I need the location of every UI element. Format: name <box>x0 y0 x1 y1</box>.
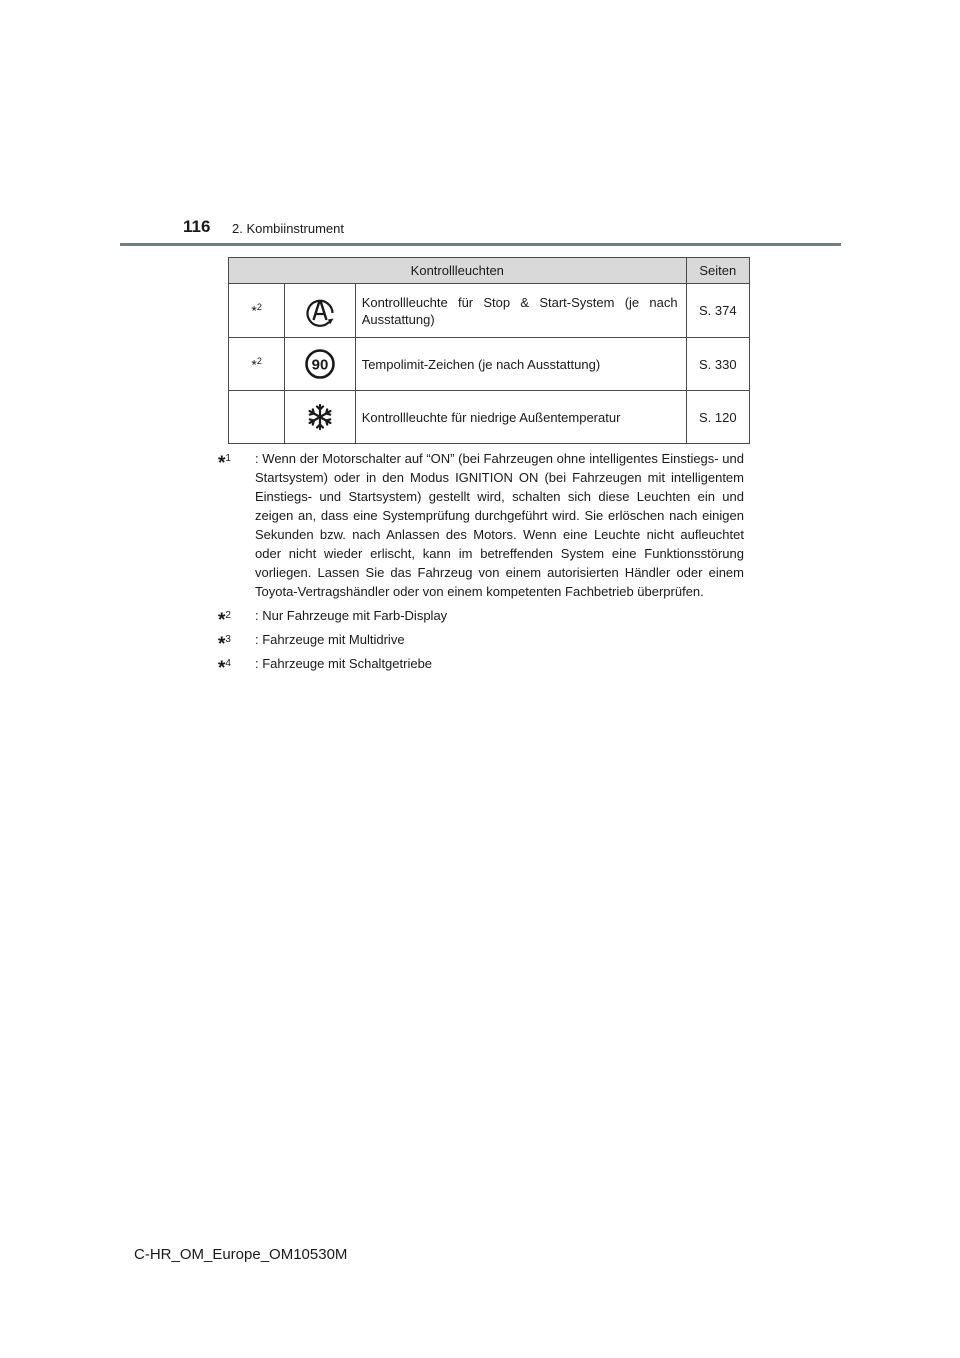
row-description: Kontrollleuchte für niedrige Außentemperatur <box>355 391 686 444</box>
header-rule <box>120 243 841 246</box>
footnote-1 <box>218 449 744 601</box>
snowflake-icon <box>285 391 355 444</box>
footnote-number: 2 <box>256 355 262 366</box>
column-header-pages: Seiten <box>686 258 749 284</box>
speed-limit-90-icon <box>285 338 355 391</box>
page-number: 116 <box>183 217 211 236</box>
table-row <box>229 338 750 391</box>
footnote-text: : Fahrzeuge mit Schaltgetriebe <box>255 656 433 671</box>
footnote-2 <box>218 606 744 632</box>
footnote-number: 2 <box>256 302 262 313</box>
section-title: 2. Kombiinstrument <box>232 221 344 236</box>
table-row <box>229 284 750 338</box>
footnote-ref <box>218 630 255 656</box>
footnote-text: : Wenn der Motorschalter auf “ON” (bei Fahrzeugen ohne intelligentes Einstiegs- und Startsystem) oder in den Modus IGNITION ON (bei Fahrzeugen mit intelligentem Einstiegs- und Startsystem) gestellt wird, schalten sich diese Leuchten ein und zeigen an, dass eine Systemprüfung durchgeführt wird. Sie erlöschen nach einigen Sekunden bzw. nach Anlassen des Motors. Wenn eine Leuchte nicht aufleuchtet oder nicht wieder erlischt, kann im betreffenden System eine Funktionsstörung vorliegen. Lassen Sie das Fahrzeug von einem autorisierten Händler oder einem Toyota-Vertragshändler oder von einem kompetenten Fachbetrieb überprüfen. <box>255 451 744 599</box>
row-description: Kontrollleuchte für Stop & Start-System (je nach Ausstattung) <box>355 284 686 338</box>
footnote-number: 1 <box>225 453 231 464</box>
footnote-star: * <box>218 610 226 632</box>
warning-lights-table <box>228 257 750 444</box>
footnote-star: * <box>218 453 226 475</box>
footnote-text: : Nur Fahrzeuge mit Farb-Display <box>255 608 448 623</box>
table-row <box>229 391 750 444</box>
footnote-number: 2 <box>225 610 231 621</box>
footnote-ref <box>218 654 255 680</box>
footnote-mark <box>229 338 285 391</box>
page-reference[interactable]: S. 120 <box>686 391 749 444</box>
footnote-text: : Fahrzeuge mit Multidrive <box>255 632 405 647</box>
footnote-star: * <box>218 634 226 656</box>
footnote-star: * <box>251 356 257 373</box>
footnote-number: 4 <box>225 658 231 669</box>
stop-start-a-icon <box>285 284 355 338</box>
footnote-number: 3 <box>225 634 231 645</box>
footnote-ref <box>218 606 255 632</box>
document-id: C-HR_OM_Europe_OM10530M <box>134 1246 348 1263</box>
footnote-star: * <box>218 658 226 680</box>
table-header-row <box>229 258 750 284</box>
page-reference[interactable]: S. 330 <box>686 338 749 391</box>
footnote-4 <box>218 654 744 680</box>
footnotes <box>218 449 744 678</box>
column-header-lights: Kontrollleuchten <box>229 258 687 284</box>
speed-limit-value: 90 <box>311 356 329 374</box>
page-reference[interactable]: S. 374 <box>686 284 749 338</box>
footnote-ref <box>218 449 255 475</box>
footnote-3 <box>218 630 744 656</box>
footnote-mark <box>229 391 285 444</box>
footnote-star: * <box>251 302 257 319</box>
footnote-mark <box>229 284 285 338</box>
row-description: Tempolimit-Zeichen (je nach Ausstattung) <box>355 338 686 391</box>
